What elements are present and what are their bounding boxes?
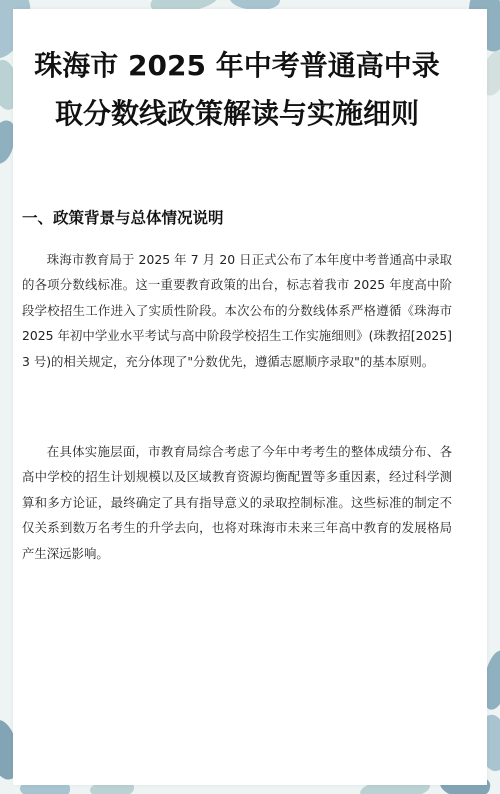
document-title: 珠海市 2025 年中考普通高中录取分数线政策解读与实施细则 bbox=[34, 49, 440, 130]
paragraph-2: 在具体实施层面，市教育局综合考虑了今年中考考生的整体成绩分布、各高中学校的招生计划规模以及区域教育资源均衡配置等多重因素，经过科学测算和多方论证，最终确定了具有指导意义的录取控制标准。这些标准的制定不仅关系到数万名考生的升学去向，也将对珠海市未来三年高中教育的发展格局产生深远影响。 bbox=[22, 444, 452, 561]
paragraph-1: 珠海市教育局于 2025 年 7 月 20 日正式公布了本年度中考普通高中录取的各项分数线标准。这一重要教育政策的出台，标志着我市 2025 年度高中阶段学校招生工作进入了实质性阶段。本次公布的分数线体系严格遵循《珠海市 2025 年初中学业水平考试与高中阶段学校招生工作实施细则》(珠教招[2025]3 号)的相关规定，充分体现了"分数优先，遵循志愿顺序录取"的基本原则。 bbox=[22, 252, 452, 369]
section-heading: 一、政策背景与总体情况说明 bbox=[22, 209, 224, 227]
